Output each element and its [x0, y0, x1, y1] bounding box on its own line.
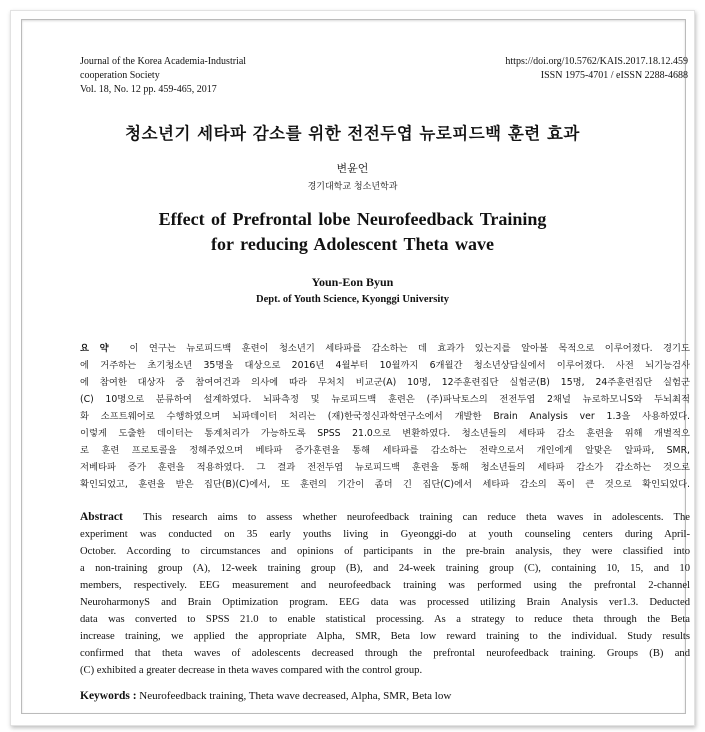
title-line: for reducing Adolescent Theta wave	[211, 234, 494, 254]
affiliation-korean: 경기대학교 청소년학과	[307, 182, 398, 192]
title-korean: 청소년기 세타파 감소를 위한 전전두엽 뉴로피드백 훈련 효과	[125, 124, 580, 143]
abstract-line: experiment was conducted on 35 early youths living in Gyeonggi-do at youth counseling centers during April-	[80, 529, 690, 540]
keywords-text: Neurofeedback training, Theta wave decreased, Alpha, SMR, Beta low	[139, 690, 452, 702]
keywords-label: Keywords :	[80, 690, 137, 702]
keywords	[80, 688, 451, 704]
abstract-line: 이렇게 도출한 데이터는 통계처리가 가능하도록 SPSS 21.0으로 변환하였다. 청소년들의 세타파 감소 훈련을 위해 개별적으	[80, 428, 690, 439]
abstract-label: 요 약	[80, 343, 109, 354]
doi-link[interactable]: https://doi.org/10.5762/KAIS.2017.18.12.459	[505, 56, 688, 67]
journal-info	[80, 55, 246, 97]
affiliation-english: Dept. of Youth Science, Kyonggi University	[256, 294, 449, 305]
author-english: Youn-Eon Byun	[311, 275, 394, 289]
issn: ISSN 1975-4701 / eISSN 2288-4688	[540, 70, 688, 81]
abstract-line: data was converted to SPSS 21.0 to enable statistical processing. As a strategy to reduce theta through the Beta	[80, 614, 690, 625]
abstract-line: 확인되었고, 훈련을 받은 집단(B)(C)에서, 또 훈련의 기간이 좀더 긴 집단(C)에서 세타파 감소의 폭이 큰 것으로 확인되었다.	[80, 479, 690, 490]
abstract-line: 에 참여한 대상자 중 참여여건과 의사에 따라 무처치 비교군(A) 10명, 12주훈련집단 실험군(B) 15명, 24주훈련집단 실험군	[80, 377, 690, 388]
abstract-line: 요 약 이 연구는 뉴로피드백 훈련이 청소년기 세타파를 감소하는 데 효과가 있는지를 알아볼 목적으로 이루어졌다. 경기도	[80, 343, 690, 354]
journal-line: cooperation Society	[80, 70, 160, 81]
abstract-line: 로 훈련 프로토콜을 정해주었으며 베타파 증가훈련을 통해 세타파를 감소하는 전략으로서 개인에게 알맞은 알파파, SMR,	[80, 445, 690, 456]
abstract-line: a non-training group (A), 12-week training group (B), and 24-week training group (C), containing 10, 15, and 10	[80, 563, 690, 574]
abstract-line: 화 소프트웨어로 수행하였으며 뇌파데이터 처리는 (재)한국정신과학연구소에서 개발한 Brain Analysis ver 1.3을 사용하였다.	[80, 411, 690, 422]
abstract-korean	[80, 340, 690, 493]
abstract-line: increase training, we applied the appropriate Alpha, SMR, Beta low reward training to the individual. Study results	[80, 631, 690, 642]
title-english	[0, 207, 705, 257]
abstract-line: (C) exhibited a greater decrease in theta waves compared with the control group.	[80, 665, 423, 676]
abstract-line: Abstract This research aims to assess whether neurofeedback training can reduce theta waves in adolescents. The	[80, 511, 690, 523]
author-korean: 변윤언	[336, 162, 369, 175]
abstract-label: Abstract	[80, 511, 123, 523]
abstract-line: (C) 10명으로 분류하여 설계하였다. 뇌파측정 및 뉴로피드백 훈련은 (주)파낙토스의 전전두엽 2채널 뉴로하모니S와 두뇌최적	[80, 394, 690, 405]
abstract-line: NeuroharmonyS and Brain Optimization program. EEG data was processed utilizing Brain Analysis ver1.3. Deducted	[80, 597, 690, 608]
abstract-line: members, respectively. EEG measurement and neurofeedback training was performed using the prefrontal 2-channel	[80, 580, 690, 591]
journal-line: Journal of the Korea Academia-Industrial	[80, 56, 247, 67]
abstract-line: October. According to circumstances and opinions of participants in the pre-brain analysis, they were classified into	[80, 546, 690, 557]
abstract-line: confirmed that theta waves of adolescents decreased through the prefrontal neurofeedback training. Groups (B) and	[80, 648, 690, 659]
title-line: Effect of Prefrontal lobe Neurofeedback Training	[158, 209, 547, 229]
doi-info	[505, 55, 688, 83]
abstract-line: 저베타파 증가 훈련을 적용하였다. 그 결과 전전두엽 뉴로피드백 훈련을 통해 청소년들의 세타파 감소가 감소하는 것으로	[80, 462, 690, 473]
journal-line: Vol. 18, No. 12 pp. 459-465, 2017	[80, 84, 217, 95]
abstract-english	[80, 509, 690, 679]
abstract-line: 에 거주하는 초기청소년 35명을 대상으로 2016년 4월부터 10월까지 6개월간 청소년상담실에서 이루어졌다. 사전 뇌기능검사	[80, 360, 690, 371]
